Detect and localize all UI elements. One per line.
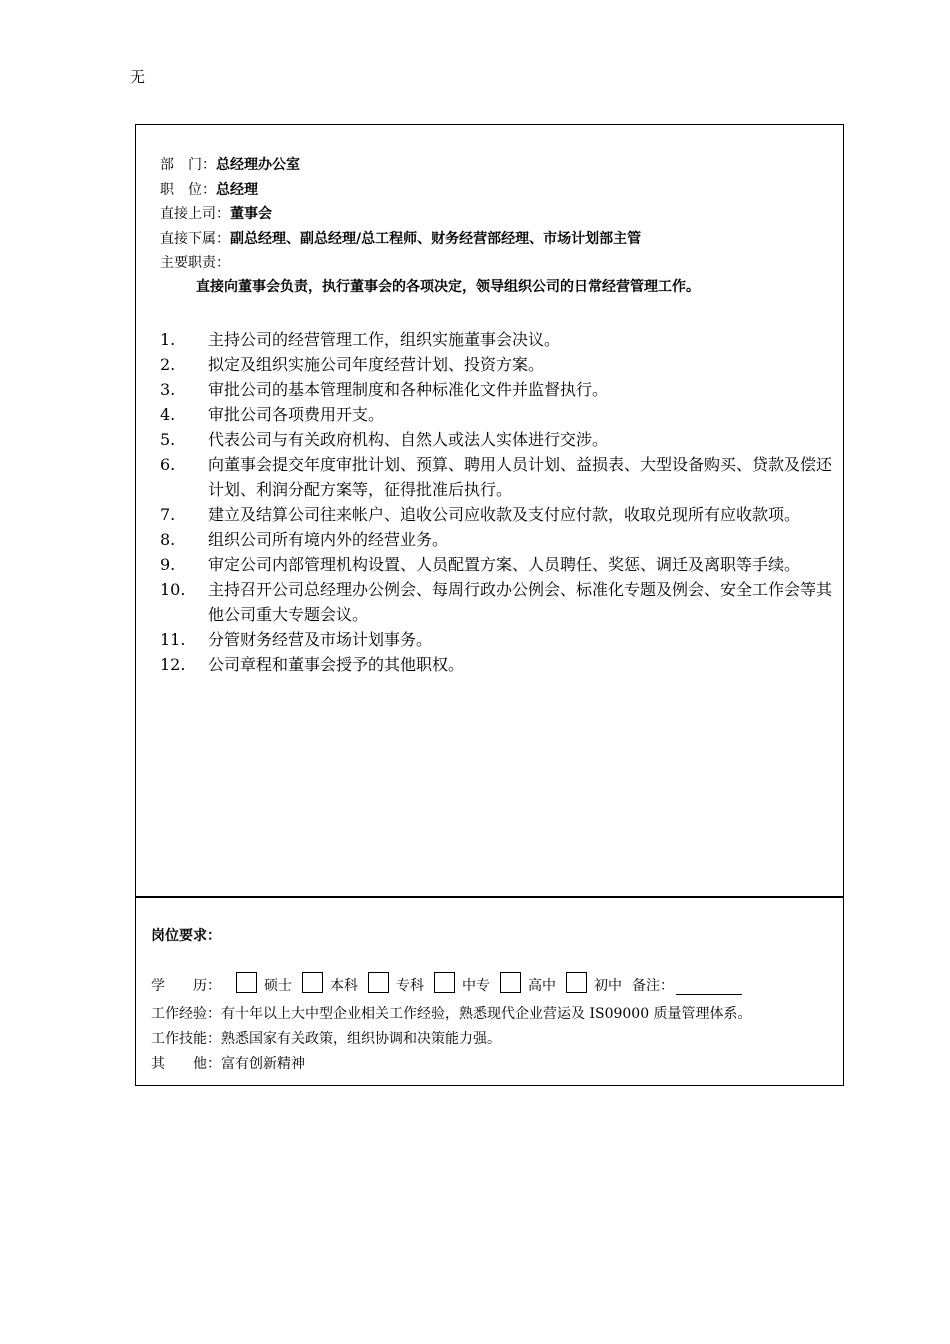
education-option-secondary-tech[interactable] — [434, 972, 490, 995]
subordinate-row — [160, 227, 641, 252]
section-divider — [136, 896, 843, 898]
subordinate-value: 副总经理、副总经理/总工程师、财务经营部经理、市场计划部主管 — [230, 230, 642, 247]
requirements-title: 岗位要求： — [151, 928, 221, 944]
duty-list — [160, 327, 840, 677]
duty-text: 建立及结算公司往来帐户、追收公司应收款及支付应付款，收取兑现所有应收款项。 — [208, 505, 801, 524]
position-label: 职 位： — [160, 181, 216, 198]
duty-text: 主持召开公司总经理办公例会、每周行政办公例会、标准化专题及例会、安全工作会等其他公司重大专题会议。 — [208, 580, 833, 624]
skills-line: 工作技能：熟悉国家有关政策，组织协调和决策能力强。 — [151, 1031, 501, 1047]
education-option-junior-high[interactable] — [566, 972, 622, 995]
option-label: 硕士 — [264, 978, 292, 994]
duty-item — [160, 577, 840, 627]
duties-label: 主要职责： — [160, 255, 230, 271]
option-label: 高中 — [528, 978, 556, 994]
superior-row — [160, 202, 641, 227]
duty-text: 分管财务经营及市场计划事务。 — [208, 630, 433, 649]
duty-item — [160, 402, 840, 427]
duty-item — [160, 627, 840, 652]
education-option-master[interactable] — [236, 972, 292, 995]
basic-info — [160, 153, 641, 276]
duty-text: 主持公司的经营管理工作，组织实施董事会决议。 — [208, 330, 561, 349]
duty-number: 10. — [160, 580, 186, 599]
duty-item — [160, 502, 840, 527]
duty-number: 11. — [160, 630, 186, 649]
department-label: 部 门： — [160, 157, 216, 173]
duty-item — [160, 527, 840, 552]
checkbox[interactable] — [566, 972, 587, 993]
option-label: 专科 — [396, 978, 424, 994]
duty-text: 公司章程和董事会授予的其他职权。 — [208, 655, 465, 674]
duty-number: 8. — [160, 530, 176, 549]
duty-number: 1. — [160, 330, 176, 349]
duty-item — [160, 327, 840, 352]
remark-field[interactable] — [676, 980, 742, 995]
duty-number: 7. — [160, 505, 176, 524]
job-description-table — [135, 124, 844, 1086]
checkbox[interactable] — [302, 972, 323, 993]
duty-text: 拟定及组织实施公司年度经营计划、投资方案。 — [208, 355, 545, 374]
duty-number: 5. — [160, 430, 176, 449]
checkbox[interactable] — [236, 972, 257, 993]
duty-text: 代表公司与有关政府机构、自然人或法人实体进行交涉。 — [208, 430, 609, 449]
superior-label: 直接上司： — [160, 206, 230, 222]
education-option-college[interactable] — [368, 972, 424, 995]
duty-text: 审定公司内部管理机构设置、人员配置方案、人员聘任、奖惩、调迁及离职等手续。 — [208, 555, 801, 574]
superior-value: 董事会 — [230, 206, 272, 222]
top-note: 无 — [130, 68, 146, 86]
subordinate-label: 直接下属： — [160, 230, 230, 247]
department-value: 总经理办公室 — [216, 157, 300, 173]
duty-number: 2. — [160, 355, 176, 374]
duty-number: 9. — [160, 555, 176, 574]
experience-line: 工作经验：有十年以上大中型企业相关工作经验，熟悉现代企业营运及 IS09000 质量管理体系。 — [151, 1006, 752, 1022]
checkbox[interactable] — [368, 972, 389, 993]
duty-number: 4. — [160, 405, 176, 424]
option-label: 初中 — [594, 978, 622, 994]
education-label: 学 历： — [151, 978, 221, 994]
duty-summary: 直接向董事会负责，执行董事会的各项决定，领导组织公司的日常经营管理工作。 — [196, 279, 700, 295]
duty-item — [160, 652, 840, 677]
education-option-bachelor[interactable] — [302, 972, 358, 995]
duty-text: 组织公司所有境内外的经营业务。 — [208, 530, 449, 549]
position-value: 总经理 — [216, 181, 258, 198]
duty-item — [160, 427, 840, 452]
duty-text: 向董事会提交年度审批计划、预算、聘用人员计划、益损表、大型设备购买、贷款及偿还计划、利润分配方案等，征得批准后执行。 — [208, 455, 833, 499]
duty-number: 6. — [160, 455, 176, 474]
department-row — [160, 153, 641, 178]
checkbox[interactable] — [500, 972, 521, 993]
duty-item — [160, 352, 840, 377]
education-row — [151, 965, 841, 995]
checkbox[interactable] — [434, 972, 455, 993]
option-label: 本科 — [330, 978, 358, 994]
duty-item — [160, 552, 840, 577]
duty-item — [160, 377, 840, 402]
duty-number: 3. — [160, 380, 176, 399]
position-row — [160, 178, 641, 203]
duty-text: 审批公司的基本管理制度和各种标准化文件并监督执行。 — [208, 380, 609, 399]
duty-number: 12. — [160, 655, 186, 674]
duty-text: 审批公司各项费用开支。 — [208, 405, 385, 424]
option-label: 中专 — [462, 978, 490, 994]
duty-item — [160, 452, 840, 502]
other-line: 其 他：富有创新精神 — [151, 1056, 305, 1072]
requirements-section — [151, 925, 841, 1072]
education-option-high-school[interactable] — [500, 972, 556, 995]
requirement-details — [151, 1002, 851, 1077]
remark-label: 备注： — [632, 978, 674, 994]
